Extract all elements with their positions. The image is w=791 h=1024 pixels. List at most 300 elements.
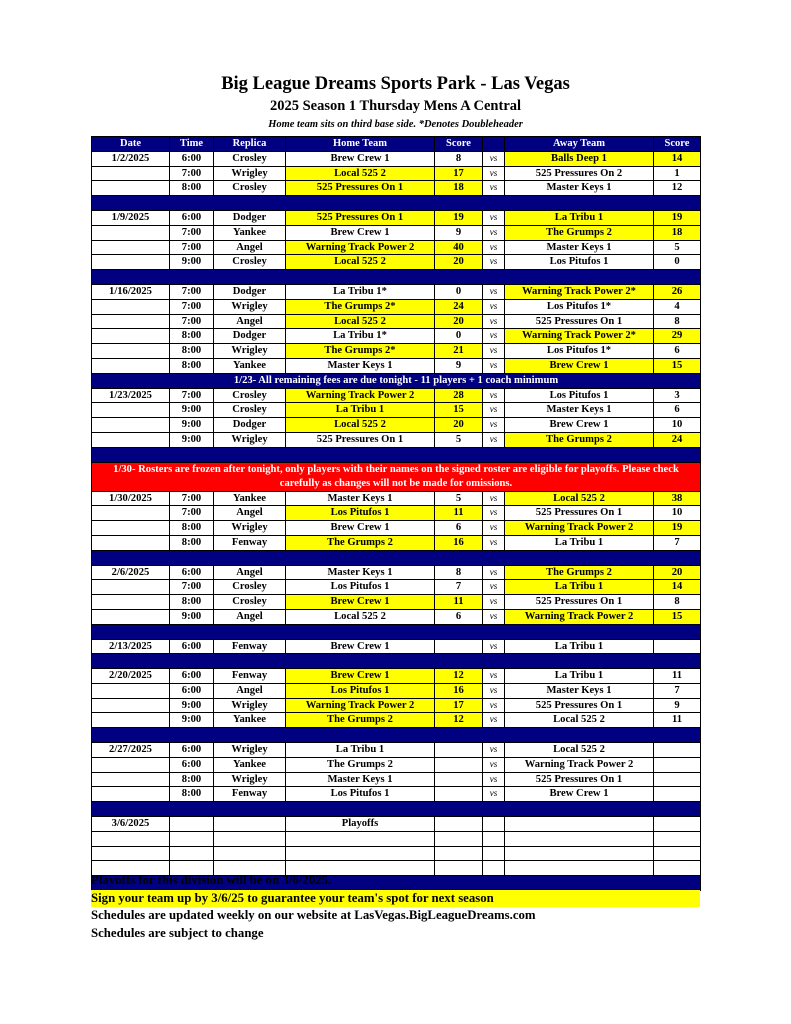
home-team-cell: Brew Crew 1 — [286, 595, 435, 610]
vs-cell: vs — [483, 639, 505, 654]
date-cell — [92, 595, 170, 610]
home-score-cell: 5 — [435, 432, 483, 447]
replica-cell: Yankee — [214, 491, 286, 506]
away-team-cell — [505, 817, 654, 832]
home-score-cell: 6 — [435, 521, 483, 536]
home-team-cell: 525 Pressures On 1 — [286, 181, 435, 196]
away-score-cell: 26 — [654, 284, 701, 299]
notice-row — [92, 373, 701, 388]
table-row — [92, 151, 701, 166]
vs-cell: vs — [483, 683, 505, 698]
away-score-cell: 19 — [654, 210, 701, 225]
away-team-cell: 525 Pressures On 1 — [505, 772, 654, 787]
week-separator-row — [92, 196, 701, 211]
away-score-cell — [654, 831, 701, 846]
date-cell — [92, 166, 170, 181]
separator-cell — [92, 196, 701, 211]
home-team-cell: Local 525 2 — [286, 255, 435, 270]
time-cell: 7:00 — [170, 491, 214, 506]
table-header-row — [92, 137, 701, 152]
column-header-vs — [483, 137, 505, 152]
home-team-cell: Local 525 2 — [286, 166, 435, 181]
vs-cell: vs — [483, 210, 505, 225]
vs-cell: vs — [483, 580, 505, 595]
separator-cell — [92, 802, 701, 817]
replica-cell: Crosley — [214, 580, 286, 595]
footer-change-note: Schedules are subject to change — [91, 926, 264, 940]
table-row — [92, 284, 701, 299]
vs-cell: vs — [483, 595, 505, 610]
replica-cell — [214, 831, 286, 846]
vs-cell: vs — [483, 388, 505, 403]
home-team-cell: Playoffs — [286, 817, 435, 832]
home-team-cell: The Grumps 2 — [286, 535, 435, 550]
vs-cell: vs — [483, 299, 505, 314]
separator-cell — [92, 270, 701, 285]
time-cell: 7:00 — [170, 506, 214, 521]
replica-cell: Crosley — [214, 255, 286, 270]
home-team-cell: Brew Crew 1 — [286, 639, 435, 654]
date-cell — [92, 698, 170, 713]
home-score-cell — [435, 757, 483, 772]
footer-signup-banner: Sign your team up by 3/6/25 to guarantee your team's spot for next season — [91, 890, 700, 907]
time-cell — [170, 846, 214, 861]
home-score-cell — [435, 743, 483, 758]
home-score-cell: 16 — [435, 535, 483, 550]
away-team-cell: Los Pitufos 1* — [505, 344, 654, 359]
vs-cell: vs — [483, 181, 505, 196]
away-score-cell — [654, 846, 701, 861]
away-score-cell: 12 — [654, 181, 701, 196]
week-separator-row — [92, 624, 701, 639]
table-row — [92, 743, 701, 758]
replica-cell: Yankee — [214, 757, 286, 772]
home-score-cell: 40 — [435, 240, 483, 255]
home-team-cell: La Tribu 1* — [286, 284, 435, 299]
home-score-cell — [435, 861, 483, 876]
date-cell — [92, 683, 170, 698]
away-score-cell: 5 — [654, 240, 701, 255]
vs-cell: vs — [483, 418, 505, 433]
home-team-cell: Master Keys 1 — [286, 358, 435, 373]
away-team-cell: Warning Track Power 2 — [505, 757, 654, 772]
separator-cell — [92, 447, 701, 462]
vs-cell: vs — [483, 506, 505, 521]
home-team-cell: Local 525 2 — [286, 418, 435, 433]
away-score-cell — [654, 639, 701, 654]
home-score-cell: 11 — [435, 595, 483, 610]
home-score-cell: 5 — [435, 491, 483, 506]
home-score-cell: 9 — [435, 358, 483, 373]
date-cell: 1/16/2025 — [92, 284, 170, 299]
away-team-cell — [505, 861, 654, 876]
home-score-cell: 6 — [435, 609, 483, 624]
table-row — [92, 210, 701, 225]
home-team-cell: Warning Track Power 2 — [286, 698, 435, 713]
vs-cell: vs — [483, 329, 505, 344]
away-score-cell — [654, 817, 701, 832]
home-team-cell: The Grumps 2* — [286, 344, 435, 359]
time-cell: 8:00 — [170, 344, 214, 359]
away-score-cell: 1 — [654, 166, 701, 181]
replica-cell: Wrigley — [214, 698, 286, 713]
home-score-cell: 16 — [435, 683, 483, 698]
table-row — [92, 418, 701, 433]
table-row — [92, 344, 701, 359]
time-cell: 6:00 — [170, 210, 214, 225]
home-team-cell — [286, 831, 435, 846]
vs-cell: vs — [483, 698, 505, 713]
away-team-cell: Brew Crew 1 — [505, 358, 654, 373]
column-header-time: Time — [170, 137, 214, 152]
away-score-cell: 10 — [654, 418, 701, 433]
date-cell: 1/2/2025 — [92, 151, 170, 166]
home-team-cell: La Tribu 1 — [286, 743, 435, 758]
home-score-cell: 20 — [435, 314, 483, 329]
home-score-cell: 0 — [435, 284, 483, 299]
table-row — [92, 314, 701, 329]
away-score-cell: 7 — [654, 535, 701, 550]
date-cell — [92, 418, 170, 433]
home-team-cell: La Tribu 1 — [286, 403, 435, 418]
replica-cell: Crosley — [214, 181, 286, 196]
table-row — [92, 580, 701, 595]
home-team-cell: Warning Track Power 2 — [286, 388, 435, 403]
table-row — [92, 669, 701, 684]
replica-cell: Fenway — [214, 669, 286, 684]
week-separator-row — [92, 270, 701, 285]
vs-cell — [483, 817, 505, 832]
home-team-cell: Brew Crew 1 — [286, 521, 435, 536]
home-team-cell: Los Pitufos 1 — [286, 580, 435, 595]
table-row — [92, 329, 701, 344]
table-row — [92, 565, 701, 580]
time-cell: 9:00 — [170, 255, 214, 270]
table-row — [92, 358, 701, 373]
vs-cell: vs — [483, 757, 505, 772]
vs-cell — [483, 831, 505, 846]
time-cell — [170, 817, 214, 832]
away-team-cell: Los Pitufos 1 — [505, 388, 654, 403]
away-team-cell: La Tribu 1 — [505, 210, 654, 225]
time-cell: 7:00 — [170, 299, 214, 314]
vs-cell: vs — [483, 713, 505, 728]
away-score-cell — [654, 772, 701, 787]
away-team-cell: La Tribu 1 — [505, 535, 654, 550]
week-separator-row — [92, 802, 701, 817]
away-score-cell: 15 — [654, 609, 701, 624]
away-score-cell: 29 — [654, 329, 701, 344]
date-cell — [92, 772, 170, 787]
away-team-cell: 525 Pressures On 1 — [505, 698, 654, 713]
home-team-cell: Brew Crew 1 — [286, 151, 435, 166]
away-team-cell: Master Keys 1 — [505, 403, 654, 418]
home-score-cell: 8 — [435, 151, 483, 166]
time-cell: 8:00 — [170, 329, 214, 344]
home-score-cell: 8 — [435, 565, 483, 580]
date-cell — [92, 521, 170, 536]
time-cell: 9:00 — [170, 713, 214, 728]
column-header-away-score: Score — [654, 137, 701, 152]
date-cell — [92, 535, 170, 550]
date-cell — [92, 506, 170, 521]
page-title: Big League Dreams Sports Park - Las Vegas — [221, 74, 570, 94]
replica-cell: Angel — [214, 683, 286, 698]
away-team-cell: La Tribu 1 — [505, 580, 654, 595]
away-score-cell: 9 — [654, 698, 701, 713]
home-team-cell: Brew Crew 1 — [286, 669, 435, 684]
table-row — [92, 787, 701, 802]
date-cell: 2/6/2025 — [92, 565, 170, 580]
column-header-date: Date — [92, 137, 170, 152]
week-separator-row — [92, 550, 701, 565]
replica-cell: Wrigley — [214, 521, 286, 536]
replica-cell: Angel — [214, 609, 286, 624]
away-score-cell — [654, 787, 701, 802]
date-cell — [92, 713, 170, 728]
table-row — [92, 181, 701, 196]
replica-cell: Angel — [214, 565, 286, 580]
replica-cell: Crosley — [214, 403, 286, 418]
table-row — [92, 506, 701, 521]
vs-cell: vs — [483, 743, 505, 758]
date-cell: 1/23/2025 — [92, 388, 170, 403]
table-row — [92, 831, 701, 846]
away-score-cell: 7 — [654, 683, 701, 698]
away-team-cell: Los Pitufos 1* — [505, 299, 654, 314]
away-team-cell: Master Keys 1 — [505, 683, 654, 698]
away-team-cell: Warning Track Power 2 — [505, 609, 654, 624]
home-team-cell: Master Keys 1 — [286, 772, 435, 787]
replica-cell: Dodger — [214, 329, 286, 344]
time-cell: 8:00 — [170, 787, 214, 802]
away-score-cell: 0 — [654, 255, 701, 270]
away-score-cell: 14 — [654, 151, 701, 166]
vs-cell: vs — [483, 284, 505, 299]
away-score-cell: 8 — [654, 314, 701, 329]
time-cell: 6:00 — [170, 639, 214, 654]
vs-cell — [483, 846, 505, 861]
home-score-cell: 20 — [435, 418, 483, 433]
replica-cell: Fenway — [214, 787, 286, 802]
separator-cell — [92, 654, 701, 669]
date-cell — [92, 609, 170, 624]
time-cell: 9:00 — [170, 609, 214, 624]
time-cell: 7:00 — [170, 166, 214, 181]
table-row — [92, 639, 701, 654]
replica-cell: Yankee — [214, 225, 286, 240]
date-cell — [92, 181, 170, 196]
vs-cell: vs — [483, 166, 505, 181]
vs-cell: vs — [483, 787, 505, 802]
away-team-cell — [505, 831, 654, 846]
page-subtitle: 2025 Season 1 Thursday Mens A Central — [269, 98, 522, 114]
away-score-cell — [654, 861, 701, 876]
date-cell — [92, 344, 170, 359]
home-score-cell: 17 — [435, 166, 483, 181]
time-cell: 9:00 — [170, 698, 214, 713]
replica-cell: Wrigley — [214, 344, 286, 359]
home-team-cell: Los Pitufos 1 — [286, 506, 435, 521]
vs-cell: vs — [483, 491, 505, 506]
date-cell — [92, 432, 170, 447]
away-team-cell — [505, 846, 654, 861]
home-team-cell: The Grumps 2* — [286, 299, 435, 314]
table-row — [92, 432, 701, 447]
time-cell: 8:00 — [170, 772, 214, 787]
date-cell — [92, 403, 170, 418]
table-row — [92, 846, 701, 861]
vs-cell: vs — [483, 240, 505, 255]
time-cell: 6:00 — [170, 565, 214, 580]
away-score-cell: 15 — [654, 358, 701, 373]
away-score-cell: 11 — [654, 713, 701, 728]
date-cell: 1/30/2025 — [92, 491, 170, 506]
home-score-cell: 9 — [435, 225, 483, 240]
table-row — [92, 713, 701, 728]
home-team-cell: Warning Track Power 2 — [286, 240, 435, 255]
away-team-cell: Los Pitufos 1 — [505, 255, 654, 270]
home-score-cell — [435, 639, 483, 654]
date-cell — [92, 329, 170, 344]
home-score-cell — [435, 772, 483, 787]
home-score-cell: 12 — [435, 669, 483, 684]
table-row — [92, 772, 701, 787]
replica-cell: Fenway — [214, 639, 286, 654]
away-score-cell: 11 — [654, 669, 701, 684]
away-score-cell — [654, 757, 701, 772]
away-score-cell: 24 — [654, 432, 701, 447]
home-team-cell: 525 Pressures On 1 — [286, 210, 435, 225]
away-score-cell: 3 — [654, 388, 701, 403]
away-team-cell: Warning Track Power 2* — [505, 329, 654, 344]
home-team-cell: The Grumps 2 — [286, 757, 435, 772]
date-cell — [92, 299, 170, 314]
away-team-cell: La Tribu 1 — [505, 639, 654, 654]
date-cell — [92, 358, 170, 373]
away-team-cell: The Grumps 2 — [505, 565, 654, 580]
replica-cell: Dodger — [214, 418, 286, 433]
column-header-replica: Replica — [214, 137, 286, 152]
table-row — [92, 491, 701, 506]
replica-cell: Yankee — [214, 713, 286, 728]
notice-text: 1/23- All remaining fees are due tonight - 11 players + 1 coach minimum — [92, 373, 701, 388]
home-score-cell: 11 — [435, 506, 483, 521]
away-team-cell: 525 Pressures On 1 — [505, 314, 654, 329]
away-score-cell: 20 — [654, 565, 701, 580]
time-cell: 7:00 — [170, 314, 214, 329]
table-row — [92, 817, 701, 832]
time-cell: 6:00 — [170, 757, 214, 772]
home-score-cell: 7 — [435, 580, 483, 595]
date-cell: 2/20/2025 — [92, 669, 170, 684]
home-team-cell: Los Pitufos 1 — [286, 787, 435, 802]
alert-row — [92, 462, 701, 491]
vs-cell: vs — [483, 565, 505, 580]
away-team-cell: Warning Track Power 2 — [505, 521, 654, 536]
replica-cell — [214, 817, 286, 832]
date-cell — [92, 314, 170, 329]
table-row — [92, 521, 701, 536]
time-cell: 7:00 — [170, 225, 214, 240]
away-score-cell: 19 — [654, 521, 701, 536]
away-score-cell: 6 — [654, 344, 701, 359]
away-team-cell: 525 Pressures On 1 — [505, 595, 654, 610]
date-cell: 2/13/2025 — [92, 639, 170, 654]
table-row — [92, 299, 701, 314]
column-header-home-team: Home Team — [286, 137, 435, 152]
vs-cell: vs — [483, 403, 505, 418]
away-team-cell: Warning Track Power 2* — [505, 284, 654, 299]
vs-cell: vs — [483, 669, 505, 684]
replica-cell: Crosley — [214, 151, 286, 166]
replica-cell: Dodger — [214, 284, 286, 299]
column-header-home-score: Score — [435, 137, 483, 152]
time-cell: 8:00 — [170, 521, 214, 536]
away-score-cell — [654, 743, 701, 758]
home-team-cell: Master Keys 1 — [286, 491, 435, 506]
vs-cell: vs — [483, 225, 505, 240]
time-cell: 6:00 — [170, 151, 214, 166]
time-cell: 6:00 — [170, 669, 214, 684]
time-cell: 9:00 — [170, 403, 214, 418]
table-row — [92, 166, 701, 181]
home-team-cell: Master Keys 1 — [286, 565, 435, 580]
away-team-cell: The Grumps 2 — [505, 432, 654, 447]
date-cell — [92, 225, 170, 240]
replica-cell: Wrigley — [214, 432, 286, 447]
replica-cell: Wrigley — [214, 299, 286, 314]
replica-cell: Wrigley — [214, 772, 286, 787]
vs-cell: vs — [483, 358, 505, 373]
home-score-cell: 18 — [435, 181, 483, 196]
date-cell — [92, 831, 170, 846]
replica-cell: Yankee — [214, 358, 286, 373]
away-team-cell: Brew Crew 1 — [505, 787, 654, 802]
table-row — [92, 225, 701, 240]
time-cell: 8:00 — [170, 181, 214, 196]
time-cell: 9:00 — [170, 432, 214, 447]
separator-cell — [92, 728, 701, 743]
schedule-body — [92, 151, 701, 890]
table-row — [92, 255, 701, 270]
replica-cell: Crosley — [214, 595, 286, 610]
table-row — [92, 595, 701, 610]
home-score-cell: 24 — [435, 299, 483, 314]
footer-playoffs-note: Playoffs for this division will be on 3/6/2025. — [91, 873, 332, 887]
away-team-cell: Local 525 2 — [505, 713, 654, 728]
away-score-cell: 4 — [654, 299, 701, 314]
time-cell: 7:00 — [170, 240, 214, 255]
away-score-cell: 14 — [654, 580, 701, 595]
replica-cell: Wrigley — [214, 166, 286, 181]
home-score-cell: 15 — [435, 403, 483, 418]
away-score-cell: 38 — [654, 491, 701, 506]
time-cell: 8:00 — [170, 535, 214, 550]
week-separator-row — [92, 728, 701, 743]
table-row — [92, 403, 701, 418]
time-cell — [170, 831, 214, 846]
away-score-cell: 10 — [654, 506, 701, 521]
date-cell: 3/6/2025 — [92, 817, 170, 832]
table-row — [92, 388, 701, 403]
table-row — [92, 698, 701, 713]
separator-cell — [92, 624, 701, 639]
date-cell — [92, 787, 170, 802]
replica-cell — [214, 846, 286, 861]
away-team-cell: Balls Deep 1 — [505, 151, 654, 166]
home-score-cell — [435, 787, 483, 802]
